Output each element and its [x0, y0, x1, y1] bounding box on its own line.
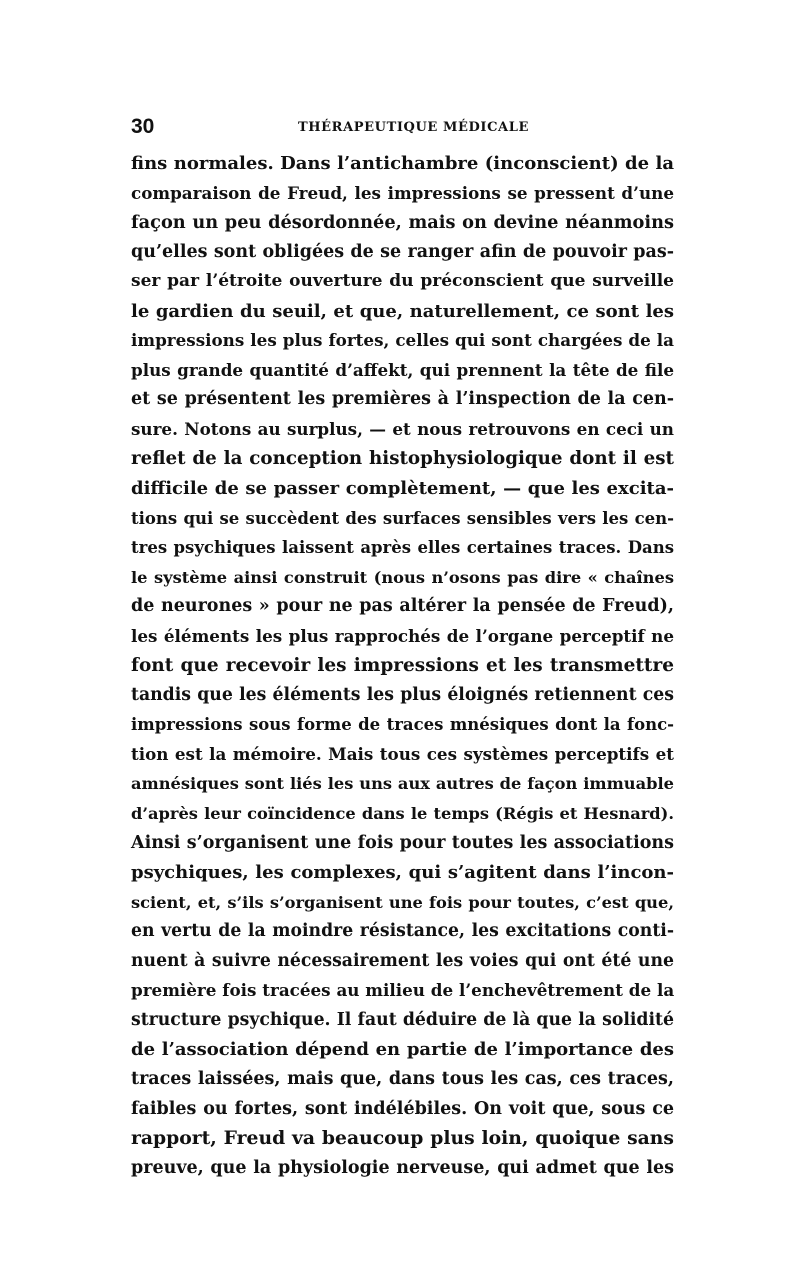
text-line: impressions sous forme de traces mnésiques dont la fonc- — [131, 715, 674, 735]
text-line: impressions les plus fortes, celles qui sont chargées de la — [131, 330, 674, 351]
text-line: qu’elles sont obligées de se ranger afin de pouvoir pas- — [131, 241, 674, 262]
text-line: de l’association dépend en partie de l’importance des — [131, 1039, 674, 1061]
text-line: difficile de se passer complètement, — que les excita- — [131, 478, 674, 500]
text-line: scient, et, s’ils s’organisent une fois pour toutes, c’est que, — [131, 892, 674, 912]
text-line: tres psychiques laissent après elles certaines traces. Dans — [131, 538, 674, 558]
text-line: faibles ou fortes, sont indélébiles. On voit que, sous ce — [131, 1098, 674, 1119]
text-line: les éléments les plus rapprochés de l’organe perceptif ne — [131, 625, 674, 646]
text-line: d’après leur coïncidence dans le temps (Régis et Hesnard). — [131, 804, 674, 824]
text-line: rapport, Freud va beaucoup plus loin, quoique sans — [131, 1127, 674, 1150]
text-line: première fois tracées au milieu de l’enchevêtrement de la — [131, 980, 675, 1001]
text-line: façon un peu désordonnée, mais on devine néanmoins — [131, 212, 674, 234]
text-line: fins normales. Dans l’antichambre (inconscient) de la — [131, 153, 674, 174]
body-text — [131, 149, 674, 1183]
page-number: 30 — [131, 115, 155, 138]
text-line: nuent à suivre nécessairement les voies qui ont été une — [131, 950, 674, 971]
text-line: plus grande quantité d’affekt, qui prennent la tête de file — [131, 359, 674, 380]
text-line: tions qui se succèdent des surfaces sensibles vers les cen- — [131, 508, 674, 528]
text-line: sure. Notons au surplus, — et nous retrouvons en ceci un — [131, 418, 674, 439]
text-line: en vertu de la moindre résistance, les excitations conti- — [131, 921, 674, 942]
text-line: Ainsi s’organisent une fois pour toutes les associations — [131, 832, 674, 853]
text-line: amnésiques sont liés les uns aux autres de façon immuable — [131, 774, 674, 794]
text-line: de neurones » pour ne pas altérer la pensée de Freud), — [131, 596, 674, 617]
text-line: le système ainsi construit (nous n’osons pas dire « chaînes — [131, 567, 674, 587]
text-line: le gardien du seuil, et que, naturellement, ce sont les — [131, 300, 674, 322]
text-line: et se présentent les premières à l’inspection de la cen- — [131, 389, 674, 410]
running-head: THÉRAPEUTIQUE MÉDICALE — [298, 120, 529, 135]
page-header — [131, 114, 675, 140]
text-line: psychiques, les complexes, qui s’agitent dans l’incon- — [131, 862, 674, 884]
text-line: font que recevoir les impressions et les transmettre — [131, 655, 674, 677]
text-line: traces laissées, mais que, dans tous les cas, ces traces, — [131, 1068, 674, 1089]
text-line: reflet de la conception histophysiologique dont il est — [131, 448, 674, 470]
text-line: comparaison de Freud, les impressions se pressent d’une — [131, 182, 674, 203]
text-line: structure psychique. Il faut déduire de là que la solidité — [131, 1009, 674, 1030]
text-line: tandis que les éléments les plus éloignés retiennent ces — [131, 684, 674, 705]
text-line: preuve, que la physiologie nerveuse, qui admet que les — [131, 1157, 674, 1178]
text-line: ser par l’étroite ouverture du préconscient que surveille — [131, 271, 674, 292]
text-line: tion est la mémoire. Mais tous ces systèmes perceptifs et — [131, 743, 674, 764]
